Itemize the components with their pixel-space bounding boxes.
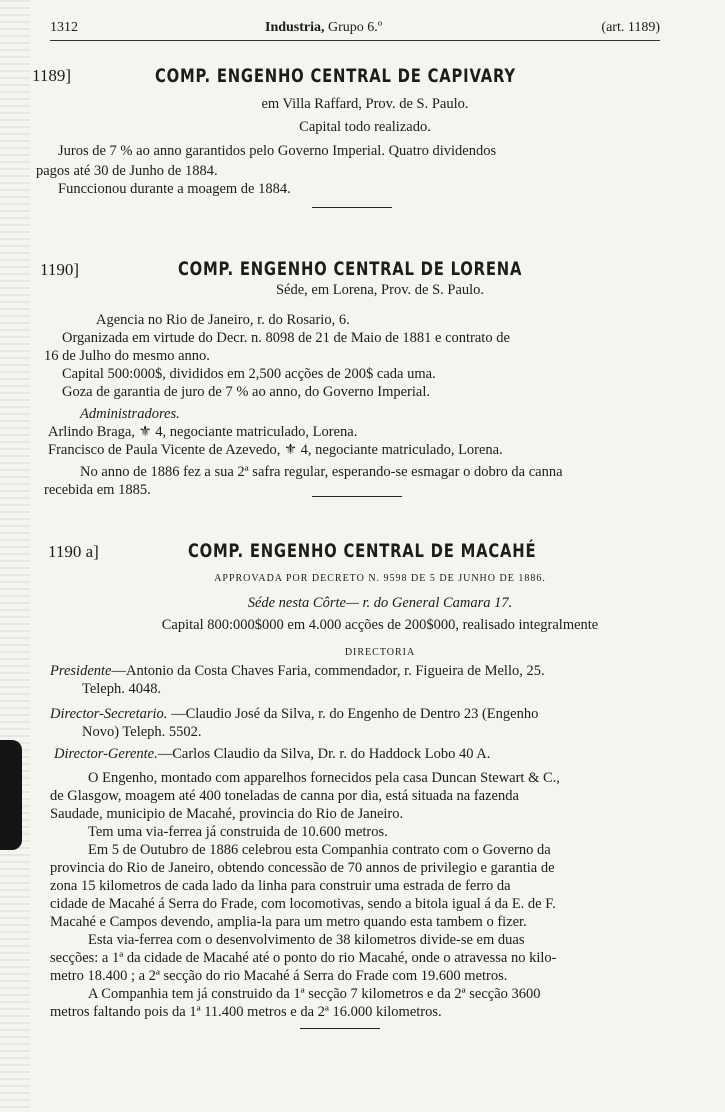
body-line: secções: a 1ª da cidade de Macahé até o ponto do rio Macahé, onde o atravessa no kilo- <box>50 950 557 966</box>
administrators-heading: Administradores. <box>80 406 180 422</box>
header-title-rest: Grupo 6.º <box>328 20 383 35</box>
ink-blot <box>0 740 22 850</box>
company-title: COMP. ENGENHO CENTRAL DE LORENA <box>178 258 523 280</box>
body-line: zona 15 kilometros de cada lado da linha para construir uma estrada de ferro da <box>50 878 511 894</box>
separator <box>300 1028 380 1029</box>
location-line: Séde, em Lorena, Prov. de S. Paulo. <box>275 282 485 298</box>
page-number: 1312 <box>50 20 78 35</box>
body-line: cidade de Macahé á Serra do Frade, com locomotivas, sendo a bitola igual á da E. de F. <box>50 896 556 912</box>
body-line: de Glasgow, moagem até 400 toneladas de canna por dia, está situada na fazenda <box>50 788 519 804</box>
director-secretary <box>50 706 538 723</box>
text-line: Juros de 7 % ao anno garantidos pelo Governo Imperial. Quatro dividendos <box>58 143 497 159</box>
capital-line: Capital todo realizado. <box>299 119 431 135</box>
directory-heading: DIRECTORIA <box>344 647 416 658</box>
body-line: A Companhia tem já construido da 1ª secção 7 kilometros e da 2ª secção 3600 <box>88 986 541 1002</box>
location-line: em Villa Raffard, Prov. de S. Paulo. <box>261 96 469 112</box>
text-line: pagos até 30 de Junho de 1884. <box>36 163 218 179</box>
text-line: Capital 500:000$, divididos em 2,500 acções de 200$ cada uma. <box>62 366 436 382</box>
text-line: 16 de Julho do mesmo anno. <box>44 348 210 364</box>
text-line: Goza de garantia de juro de 7 % ao anno, do Governo Imperial. <box>62 384 431 400</box>
body-line: Em 5 de Outubro de 1886 celebrou esta Companhia contrato com o Governo da <box>88 842 551 858</box>
binding-edge <box>0 0 30 1112</box>
header-title-bold: Industria, <box>265 20 325 35</box>
running-header <box>50 20 660 42</box>
header-title <box>265 20 382 36</box>
text-line: Arlindo Braga, ⚜ 4, negociante matriculado, Lorena. <box>48 424 358 440</box>
header-rule <box>50 40 660 41</box>
entry-number: 1189] <box>32 66 72 85</box>
role-label: Director-Secretario. <box>50 706 168 722</box>
text-line: recebida em 1885. <box>44 482 151 498</box>
approval-line: APPROVADA POR DECRETO N. 9598 DE 5 DE JUNHO DE 1886. <box>214 573 546 584</box>
body-line: Esta via-ferrea com o desenvolvimento de 38 kilometros divide-se em duas <box>88 932 525 948</box>
separator <box>312 496 402 497</box>
body-line: metros faltando pois da 1ª 11.400 metros e da 2ª 16.000 kilometros. <box>50 1004 442 1020</box>
body-line: provincia do Rio de Janeiro, obtendo concessão de 70 annos de privilegio e garantia de <box>50 860 555 876</box>
entry-number: 1190 a] <box>48 542 99 561</box>
company-title: COMP. ENGENHO CENTRAL DE MACAHÉ <box>188 540 537 562</box>
body-line: Saudade, municipio de Macahé, provincia do Rio de Janeiro. <box>50 806 404 822</box>
director-cont: Novo) Teleph. 5502. <box>82 724 202 740</box>
role-label: Director-Gerente. <box>54 746 158 762</box>
seat-line: Séde nesta Côrte— r. do General Camara 17. <box>247 595 513 611</box>
text-line: Organizada em virtude do Decr. n. 8098 de 21 de Maio de 1881 e contrato de <box>62 330 510 346</box>
director-text: —Carlos Claudio da Silva, Dr. r. do Haddock Lobo 40 A. <box>157 746 491 762</box>
company-title: COMP. ENGENHO CENTRAL DE CAPIVARY <box>155 65 516 87</box>
entry-number: 1190] <box>40 260 80 279</box>
director-manager <box>54 746 490 763</box>
text-line: Funccionou durante a moagem de 1884. <box>58 181 291 197</box>
role-label: Presidente <box>50 663 112 679</box>
text-line: No anno de 1886 fez a sua 2ª safra regular, esperando-se esmagar o dobro da canna <box>80 464 563 480</box>
body-line: Macahé e Campos devendo, amplia-la para um metro quando esta tambem o fizer. <box>50 914 527 930</box>
separator <box>312 207 392 208</box>
director-text: —Antonio da Costa Chaves Faria, commendador, r. Figueira de Mello, 25. <box>111 663 545 679</box>
text-line: Agencia no Rio de Janeiro, r. do Rosario, 6. <box>96 312 350 328</box>
director-president <box>50 663 545 680</box>
body-line: O Engenho, montado com apparelhos fornecidos pela casa Duncan Stewart & C., <box>88 770 560 786</box>
director-cont: Teleph. 4048. <box>82 681 162 697</box>
text-line: Francisco de Paula Vicente de Azevedo, ⚜ 4, negociante matriculado, Lorena. <box>48 442 503 458</box>
director-text: —Claudio José da Silva, r. do Engenho de Dentro 23 (Engenho <box>167 706 539 722</box>
body-line: Tem uma via-ferrea já construida de 10.600 metros. <box>88 824 388 840</box>
body-line: metro 18.400 ; a 2ª secção do rio Macahé á Serra do Frade com 19.600 metros. <box>50 968 508 984</box>
capital-line: Capital 800:000$000 em 4.000 acções de 200$000, realisado integralmente <box>161 617 599 633</box>
header-article-ref: (art. 1189) <box>601 20 660 35</box>
